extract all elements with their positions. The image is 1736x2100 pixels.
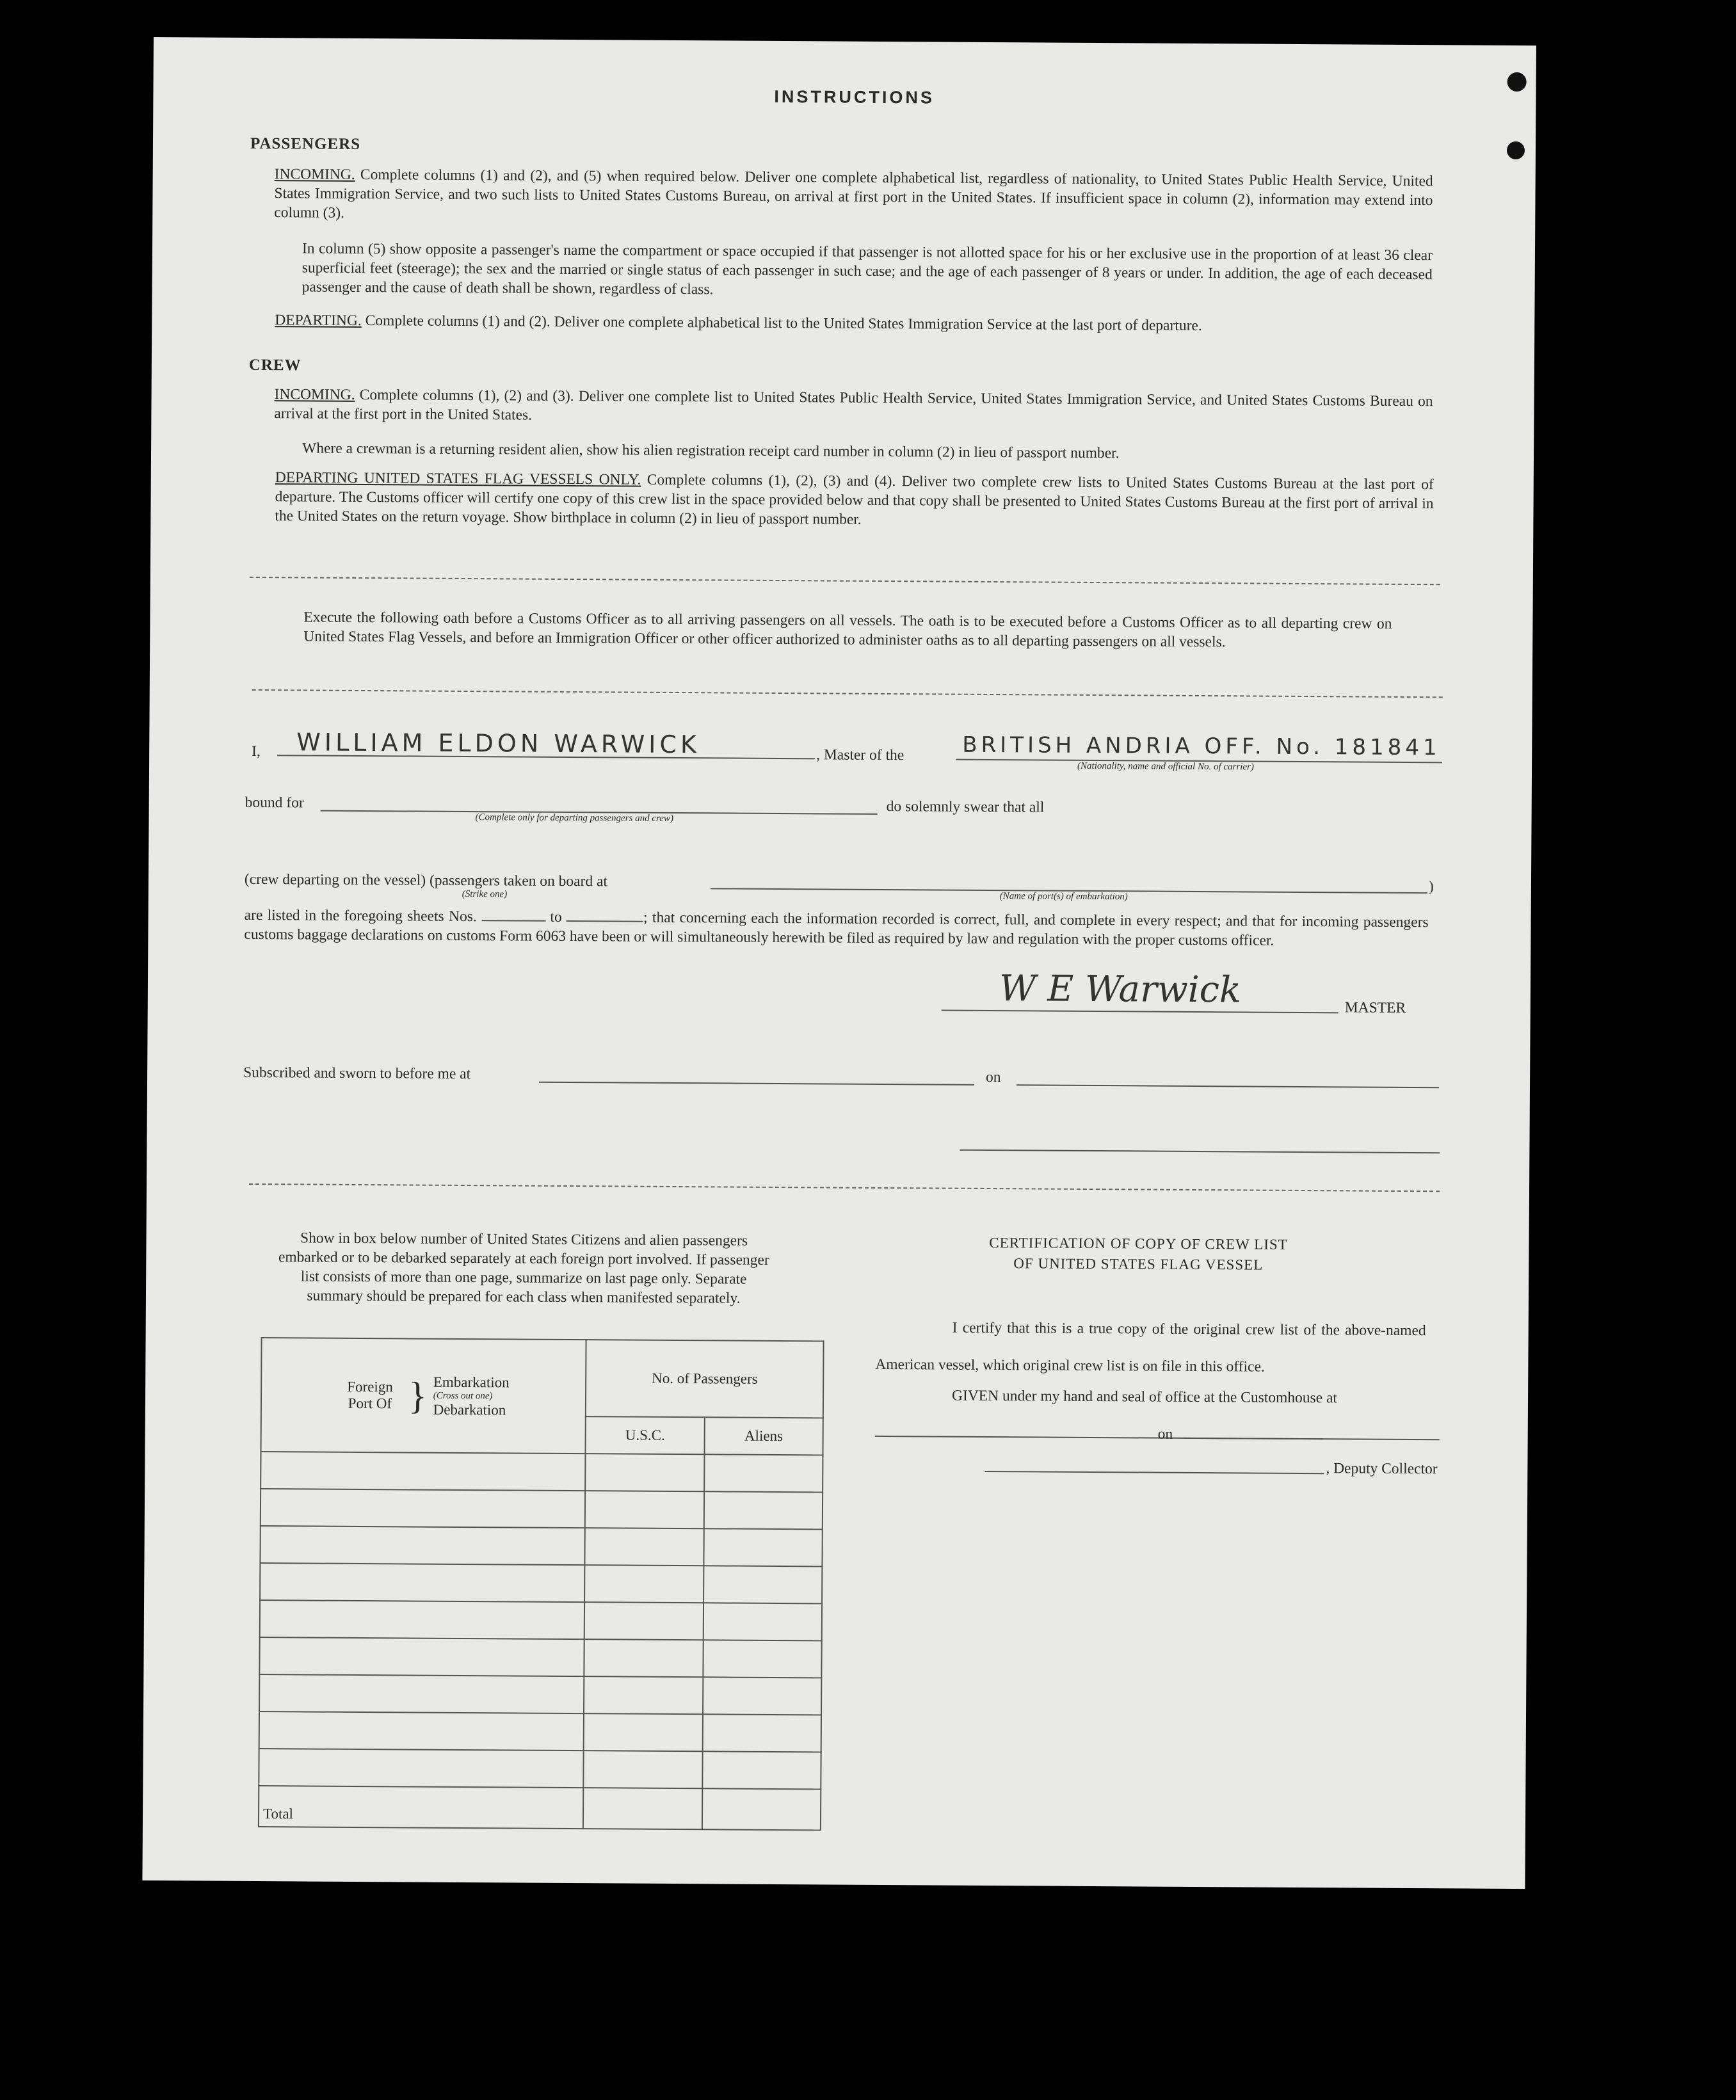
- listed-prefix: are listed in the foregoing sheets Nos.: [244, 906, 477, 926]
- table-row: [260, 1600, 822, 1640]
- oath-i-label: I,: [252, 742, 261, 760]
- certification-given-text: GIVEN under my hand and seal of office at the Customhouse at: [951, 1387, 1338, 1407]
- oath-intro-paragraph: Execute the following oath before a Customs Officer as to all arriving passengers on all vessels. The oath is to be executed before a Customs Officer as to all departing crew on United States Flag Vessels, and before an Immigration Officer or other officer authorized to administer oaths as to all departing passengers on all vessels.: [303, 609, 1392, 651]
- page-title: INSTRUCTIONS: [774, 86, 935, 108]
- certification-on-label: on: [1157, 1425, 1173, 1443]
- crew-incoming-paragraph: [274, 385, 1433, 430]
- aliens-cell[interactable]: [703, 1640, 822, 1678]
- port-cell[interactable]: [260, 1600, 585, 1639]
- document-page: [142, 37, 1536, 1889]
- usc-cell[interactable]: [584, 1751, 703, 1788]
- passengers-incoming-paragraph: [274, 164, 1433, 229]
- port-cell[interactable]: [259, 1637, 584, 1676]
- strike-caption: (Strike one): [462, 888, 508, 900]
- certification-title-line1: CERTIFICATION OF COPY OF CREW LIST: [989, 1235, 1288, 1253]
- usc-cell[interactable]: [584, 1602, 703, 1640]
- usc-cell[interactable]: [586, 1454, 705, 1491]
- port-cell[interactable]: [259, 1749, 584, 1788]
- port-cell[interactable]: [260, 1526, 585, 1565]
- crew-departing-paragraph: [275, 468, 1434, 533]
- crew-resident-paragraph: Where a crewman is a returning resident alien, show his alien registration receipt card number in column (2) in lieu of passport number.: [302, 440, 1120, 462]
- usc-cell[interactable]: [585, 1491, 704, 1528]
- certification-title: [933, 1232, 1343, 1276]
- master-signature[interactable]: W E Warwick: [999, 968, 1242, 1011]
- master-name-field[interactable]: WILLIAM ELDON WARWICK: [296, 728, 701, 759]
- cross-out-label: (Cross out one): [433, 1390, 493, 1401]
- usc-cell[interactable]: [584, 1639, 703, 1677]
- crew-incoming-label: INCOMING.: [274, 386, 355, 403]
- usc-header: U.S.C.: [586, 1416, 705, 1454]
- table-row: [259, 1711, 821, 1752]
- certification-text: I certify that this is a true copy of the original crew list of the above-named American vessel, which original crew list is on file in this office.: [875, 1319, 1426, 1375]
- certification-date-line[interactable]: [1184, 1438, 1440, 1440]
- aliens-cell[interactable]: [703, 1491, 823, 1529]
- aliens-cell[interactable]: [703, 1566, 823, 1603]
- table-row: [260, 1563, 822, 1603]
- aliens-total-cell[interactable]: [702, 1788, 821, 1830]
- vessel-field[interactable]: BRITISH ANDRIA OFF. No. 181841: [962, 732, 1441, 761]
- usc-cell[interactable]: [585, 1565, 704, 1603]
- crew-departing-label: DEPARTING UNITED STATES FLAG VESSELS ONLY.: [275, 469, 641, 488]
- aliens-cell[interactable]: [702, 1714, 821, 1752]
- usc-cell[interactable]: [584, 1713, 703, 1751]
- aliens-cell[interactable]: [703, 1603, 822, 1640]
- passengers-incoming-text: Complete columns (1) and (2), and (5) when required below. Deliver one complete alphabetical list, regardless of nationality, to United States Public Health Service, United States Immigration Service, and two such lists to United States Customs Bureau, on arrival at first port in the United States. If insufficient space in column (2), information may extend into column (3).: [274, 166, 1433, 221]
- port-cell[interactable]: [259, 1711, 584, 1751]
- passengers-departing-text: Complete columns (1) and (2). Deliver one complete alphabetical list to the United States Immigration Service at the last port of departure.: [365, 312, 1202, 335]
- aliens-cell[interactable]: [702, 1751, 821, 1789]
- table-row: [259, 1637, 821, 1678]
- usc-cell[interactable]: [584, 1676, 703, 1714]
- embarkation-label: Embarkation: [433, 1374, 510, 1390]
- aliens-cell[interactable]: [703, 1528, 823, 1566]
- aliens-cell[interactable]: [703, 1677, 822, 1715]
- listed-sheets-paragraph: [244, 906, 1428, 951]
- punch-hole-bottom: [1507, 141, 1525, 159]
- crew-heading: CREW: [248, 356, 301, 374]
- subscribed-on-label: on: [986, 1068, 1001, 1086]
- foreign-port-label: Foreign Port Of: [347, 1378, 393, 1412]
- passengers-column5-paragraph: In column (5) show opposite a passenger's name the compartment or space occupied if that passenger is not allotted space for his or her exclusive use in the proportion of at least 36 clear superficial feet (steerage); the sex and the married or single status of each passenger in such case; and the age of each passenger of 8 years or under. In addition, the age of each deceased passenger and the cause of death shall be shown, regardless of class.: [301, 240, 1433, 298]
- vessel-caption: (Nationality, name and official No. of carrier): [1077, 760, 1254, 773]
- bound-for-label: bound for: [245, 794, 304, 812]
- passengers-incoming-label: INCOMING.: [274, 166, 355, 183]
- close-paren: ): [1428, 878, 1434, 895]
- port-cell[interactable]: [260, 1563, 585, 1602]
- punch-hole-top: [1507, 72, 1527, 92]
- usc-cell[interactable]: [585, 1528, 704, 1566]
- listed-text: ; that concerning each the information recorded is correct, full, and complete in every respect; and that for incoming passengers customs baggage declarations on customs Form 6063 have been or will simultaneously herewith be filed as required by law and regulation with the proper customs officer.: [244, 909, 1429, 949]
- certification-title-line2: OF UNITED STATES FLAG VESSEL: [1013, 1255, 1264, 1273]
- subscribed-label: Subscribed and sworn to before me at: [243, 1064, 471, 1083]
- divider-line: [252, 689, 1443, 698]
- usc-total-cell[interactable]: [583, 1788, 702, 1829]
- total-row: [259, 1786, 821, 1830]
- subscribed-date-line[interactable]: [1017, 1084, 1439, 1088]
- passengers-heading: PASSENGERS: [250, 134, 361, 153]
- aliens-header: Aliens: [704, 1417, 823, 1455]
- divider-line: [250, 577, 1440, 585]
- deputy-signature-line[interactable]: [985, 1471, 1324, 1474]
- crew-departing-text: Complete columns (1), (2), (3) and (4). Deliver two complete crew lists to United States Customs Bureau at the last port of departure. The Customs officer will certify one copy of this crew list in the space provided below and that copy shall be presented to United States Customs Bureau at the first port of arrival in the United States on the return voyage. Show birthplace in column (2) in lieu of passport number.: [275, 471, 1434, 528]
- table-row: [261, 1489, 823, 1529]
- passengers-departing-paragraph: [275, 310, 1433, 337]
- subscribed-place-line[interactable]: [539, 1082, 974, 1086]
- table-row: [259, 1749, 821, 1789]
- sheet-to-field[interactable]: [567, 908, 643, 922]
- port-caption: (Name of port(s) of embarkation): [999, 891, 1128, 902]
- deputy-collector-label: , Deputy Collector: [1326, 1460, 1438, 1478]
- passenger-summary-table: [258, 1337, 824, 1831]
- port-cell[interactable]: [261, 1452, 586, 1491]
- aliens-cell[interactable]: [704, 1454, 823, 1492]
- table-row: [259, 1674, 821, 1715]
- port-cell[interactable]: [259, 1674, 584, 1713]
- crew-departing-text: (crew departing on the vessel) (passengers taken on board at: [244, 870, 608, 890]
- swear-text: do solemnly swear that all: [886, 798, 1045, 816]
- debarkation-label: Debarkation: [433, 1401, 506, 1418]
- summary-instructions: Show in box below number of United States Citizens and alien passengers embarked or to be debarked separately at each foreign port involved. If passenger list consists of more than one page, summarize on last page only. Separate summary should be prepared for each class when manifested separately.: [278, 1230, 769, 1307]
- table-row: [260, 1526, 822, 1566]
- foreign-port-header: Foreign Port Of } Embarkation (Cross out one) Debarkation: [261, 1338, 587, 1454]
- crew-incoming-text: Complete columns (1), (2) and (3). Deliver one complete list to United States Public Health Service, United States Immigration Service, and United States Customs Bureau on arrival at the first port in the United States.: [274, 386, 1433, 424]
- total-label: Total: [259, 1786, 584, 1829]
- port-cell[interactable]: [261, 1489, 586, 1528]
- passengers-departing-label: DEPARTING.: [275, 312, 362, 329]
- master-label: MASTER: [1344, 999, 1406, 1016]
- listed-to: to: [550, 908, 562, 926]
- sheet-from-field[interactable]: [481, 907, 545, 922]
- passengers-count-header: No. of Passengers: [586, 1340, 823, 1418]
- master-of-label: , Master of the: [816, 746, 904, 764]
- officer-signature-line[interactable]: [960, 1150, 1440, 1154]
- table-row: [261, 1452, 823, 1492]
- bound-for-caption: (Complete only for departing passengers and crew): [475, 812, 674, 824]
- divider-line: [249, 1183, 1440, 1192]
